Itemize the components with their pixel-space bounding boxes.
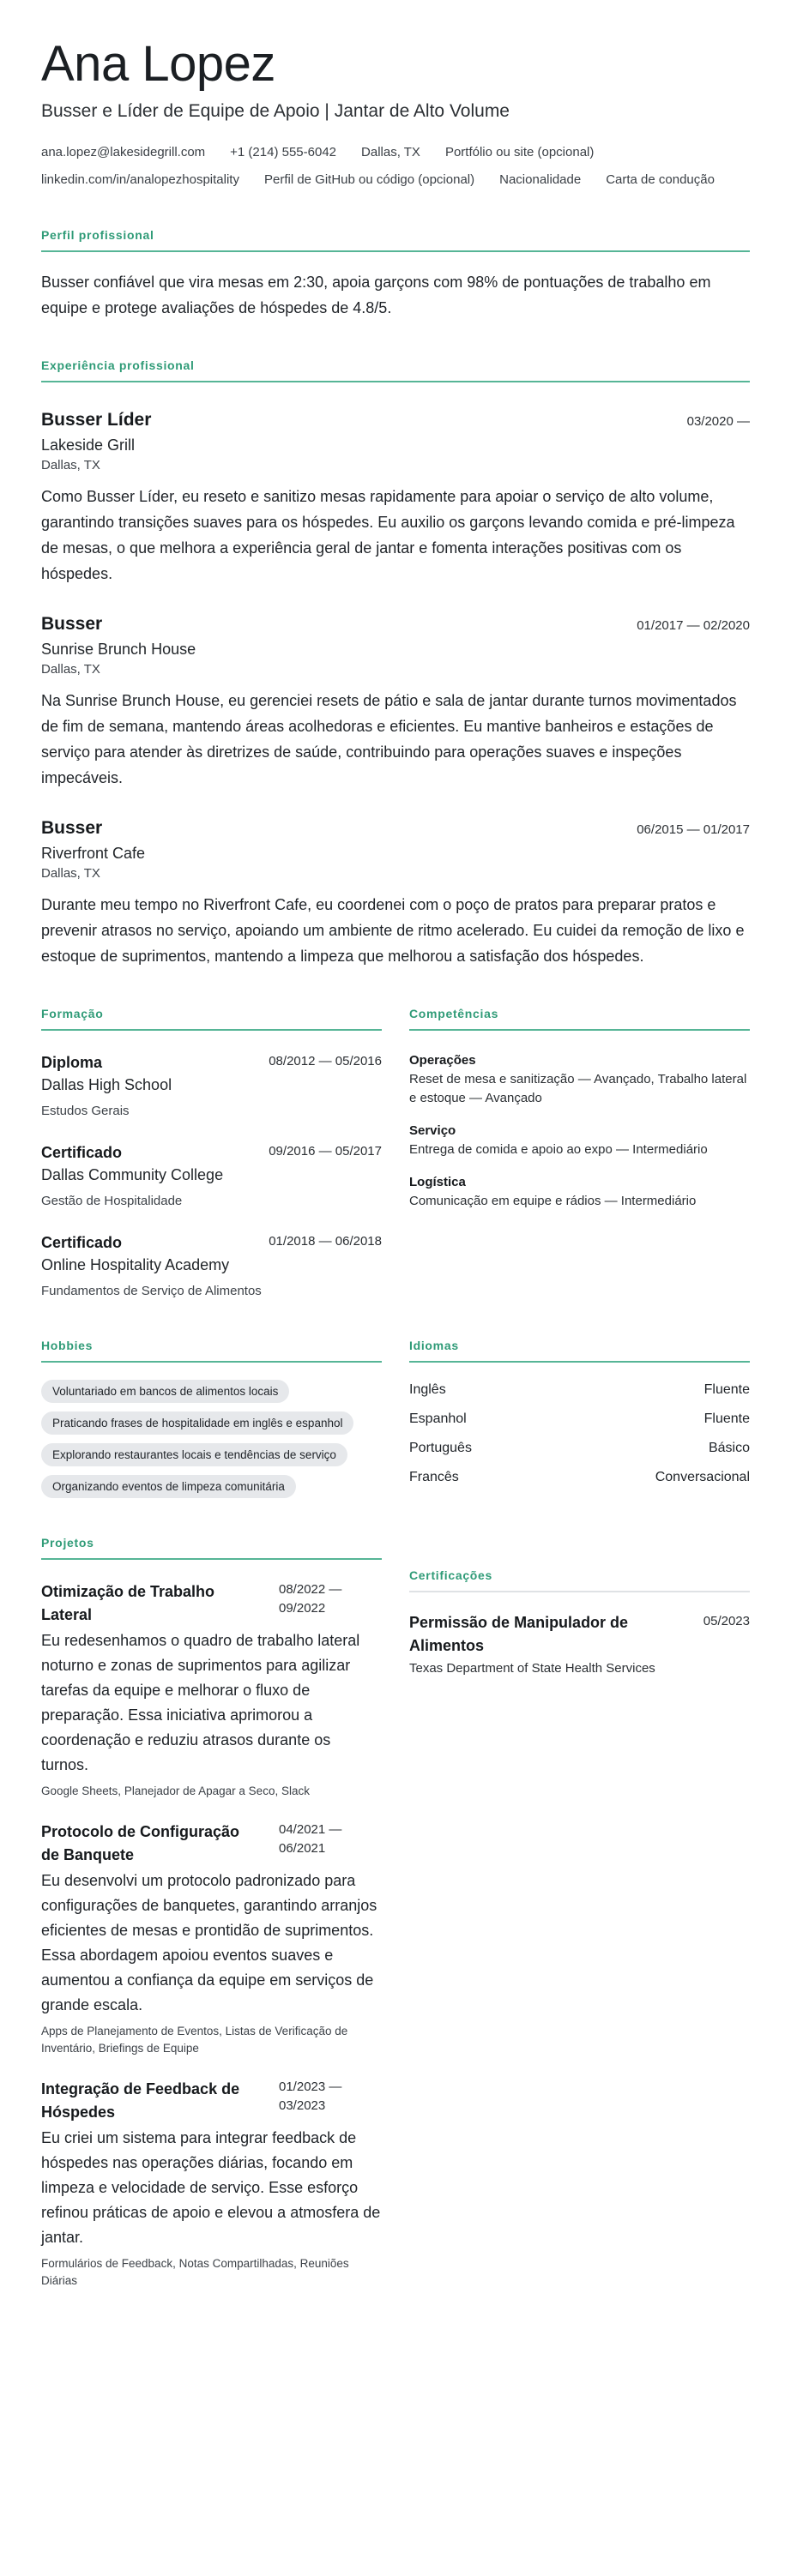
language-name: Inglês: [409, 1382, 446, 1397]
hobby-list: [41, 1380, 382, 1498]
job-dates: 03/2020 —: [686, 414, 750, 429]
hobby-chip: Voluntariado em bancos de alimentos locais: [41, 1380, 289, 1403]
section-title: Competências: [409, 1007, 750, 1031]
language-row: [409, 1409, 750, 1429]
job-title: Busser Líder: [41, 410, 152, 430]
certification-date: 05/2023: [703, 1614, 750, 1628]
education-entry: [41, 1231, 382, 1301]
project-entry: [41, 1580, 382, 1800]
profile-summary: Busser confiável que vira mesas em 2:30, apoia garçons com 98% de pontuações de trabalho em equipe e protege avaliações de hóspedes de 4.8/5.: [41, 274, 711, 316]
experience-section: [41, 358, 750, 969]
certification-issuer: Texas Department of State Health Services: [409, 1661, 655, 1676]
language-level: Fluente: [703, 1382, 750, 1397]
education-school: Dallas High School: [41, 1076, 172, 1093]
contact-email[interactable]: ana.lopez@lakesidegrill.com: [41, 145, 206, 159]
job-description: Durante meu tempo no Riverfront Cafe, eu coordenei com o poço de pratos para preparar pratos e prevenir atrasos no serviço, apoiando um ambiente de ritmo acelerado. Eu cuidei da remoção de lixo e estoque de suprimentos, mantendo a limpeza que melhorou a satisfação dos hóspedes.: [41, 896, 745, 965]
job-description: Como Busser Líder, eu reseto e sanitizo mesas rapidamente para apoiar o serviço de alto volume, garantindo transições suaves para os hóspedes. Eu auxilio os garçons levando comida e pré-limpeza de mesas, o que melhora a experiência geral de jantar e fomenta interações positivas com os hóspedes.: [41, 488, 735, 582]
profile-section: [41, 228, 750, 321]
job-entry: [41, 612, 750, 791]
hobbies-languages-row: [41, 1339, 750, 1498]
language-level: Fluente: [703, 1411, 750, 1426]
section-title: Certificações: [409, 1568, 750, 1592]
job-description: Na Sunrise Brunch House, eu gerenciei resets de pátio e sala de jantar durante turnos movimentados de fim de semana, mantendo áreas acolhedoras e eficientes. Eu mantive banheiros e estações de serviço para atender às diretrizes de saúde, contribuindo para operações suaves e inspeções impecáveis.: [41, 692, 737, 786]
education-dates: 01/2018 — 06/2018: [269, 1234, 382, 1249]
language-level: Básico: [708, 1441, 750, 1455]
resume-header: [41, 38, 750, 190]
project-title: Integração de Feedback de Hóspedes: [41, 2080, 240, 2121]
project-description: Eu redesenhamos o quadro de trabalho lateral noturno e zonas de suprimentos para agilizar tarefas da equipe e melhorar o fluxo de preparação. Essa iniciativa aprimorou a coordenação e reduziu atrasos durante os turnos.: [41, 1632, 360, 1773]
skill-group-detail: Entrega de comida e apoio ao expo — Intermediário: [409, 1142, 708, 1157]
skill-group: [409, 1051, 750, 1108]
contact-linkedin[interactable]: linkedin.com/in/analopezhospitality: [41, 172, 239, 187]
section-title: Perfil profissional: [41, 228, 750, 252]
contact-driving-license: Carta de condução: [606, 172, 715, 187]
section-title: Experiência profissional: [41, 358, 750, 382]
job-dates: 06/2015 — 01/2017: [637, 822, 750, 837]
section-title: Idiomas: [409, 1339, 750, 1363]
project-description: Eu criei um sistema para integrar feedback de hóspedes nas operações diárias, focando em limpeza e velocidade de serviço. Esse esforço refinou práticas de apoio e elevou a atmosfera de jantar.: [41, 2129, 381, 2246]
job-location: Dallas, TX: [41, 662, 100, 677]
education-dates: 08/2012 — 05/2016: [269, 1054, 382, 1068]
project-description: Eu desenvolvi um protocolo padronizado para configurações de banquetes, garantindo arranjos eficientes de mesas e prontidão de suprimentos. Essa abordagem apoiou eventos suaves e aumentou a confiança da equipe em serviços de grande escala.: [41, 1872, 377, 2013]
candidate-name: Ana Lopez: [41, 36, 275, 92]
hobbies-section: [41, 1339, 382, 1498]
project-tools: Google Sheets, Planejador de Apagar a Seco, Slack: [41, 1785, 310, 1797]
certification-name: Permissão de Manipulador de Alimentos: [409, 1614, 629, 1654]
hobby-chip: Organizando eventos de limpeza comunitária: [41, 1475, 296, 1498]
contact-portfolio[interactable]: Portfólio ou site (opcional): [444, 145, 595, 159]
contact-list: [41, 142, 750, 190]
education-degree: Certificado: [41, 1234, 123, 1251]
skill-group: [409, 1122, 750, 1159]
job-dates: 01/2017 — 02/2020: [637, 618, 750, 633]
education-school: Dallas Community College: [41, 1166, 224, 1183]
language-row: [409, 1467, 750, 1488]
skill-group-name: Logística: [409, 1175, 466, 1189]
language-name: Espanhol: [409, 1411, 467, 1426]
education-section: [41, 1007, 382, 1301]
languages-section: [409, 1339, 750, 1498]
education-entry: [41, 1141, 382, 1211]
hobby-chip: Praticando frases de hospitalidade em inglês e espanhol: [41, 1411, 353, 1435]
language-name: Francês: [409, 1470, 459, 1484]
language-list: [409, 1380, 750, 1488]
skills-section: [409, 1007, 750, 1301]
education-field: Gestão de Hospitalidade: [41, 1194, 183, 1208]
section-title: Formação: [41, 1007, 382, 1031]
project-dates: 01/2023 — 03/2023: [279, 2079, 342, 2113]
skill-group: [409, 1173, 750, 1211]
project-title: Otimização de Trabalho Lateral: [41, 1583, 215, 1623]
contact-location: Dallas, TX: [361, 145, 420, 159]
job-location: Dallas, TX: [41, 866, 100, 881]
job-entry: [41, 816, 750, 969]
job-location: Dallas, TX: [41, 458, 100, 472]
skill-group-detail: Comunicação em equipe e rádios — Intermediário: [409, 1194, 697, 1208]
section-title: Projetos: [41, 1536, 382, 1560]
certifications-section: [409, 1568, 750, 2290]
language-row: [409, 1380, 750, 1400]
section-title: Hobbies: [41, 1339, 382, 1363]
project-tools: Formulários de Feedback, Notas Compartilhadas, Reuniões Diárias: [41, 2257, 349, 2287]
projects-section: [41, 1536, 382, 2290]
project-tools: Apps de Planejamento de Eventos, Listas de Verificação de Inventário, Briefings de Equipe: [41, 2025, 348, 2055]
job-entry: [41, 408, 750, 587]
education-field: Fundamentos de Serviço de Alimentos: [41, 1284, 262, 1298]
education-field: Estudos Gerais: [41, 1104, 130, 1118]
candidate-headline: Busser e Líder de Equipe de Apoio | Jantar de Alto Volume: [41, 101, 510, 121]
hobby-chip: Explorando restaurantes locais e tendências de serviço: [41, 1443, 347, 1466]
contact-github[interactable]: Perfil de GitHub ou código (opcional): [263, 172, 475, 187]
education-entry: [41, 1051, 382, 1121]
project-dates: 04/2021 — 06/2021: [279, 1822, 342, 1856]
skill-group-name: Operações: [409, 1053, 476, 1068]
project-entry: [41, 1821, 382, 2057]
language-level: Conversacional: [655, 1470, 750, 1484]
education-degree: Diploma: [41, 1054, 103, 1071]
education-skills-row: [41, 1007, 750, 1301]
language-row: [409, 1438, 750, 1459]
skill-group-detail: Reset de mesa e sanitização — Avançado, Trabalho lateral e estoque — Avançado: [409, 1072, 747, 1105]
job-company: Riverfront Cafe: [41, 845, 146, 862]
contact-nationality: Nacionalidade: [499, 172, 582, 187]
language-name: Português: [409, 1441, 472, 1455]
skill-group-name: Serviço: [409, 1123, 456, 1138]
project-dates: 08/2022 — 09/2022: [279, 1582, 342, 1616]
job-company: Sunrise Brunch House: [41, 641, 196, 658]
education-degree: Certificado: [41, 1144, 123, 1161]
certification-entry: [409, 1611, 750, 1678]
project-title: Protocolo de Configuração de Banquete: [41, 1823, 240, 1863]
job-title: Busser: [41, 614, 103, 634]
education-school: Online Hospitality Academy: [41, 1256, 230, 1273]
job-title: Busser: [41, 818, 103, 838]
project-entry: [41, 2078, 382, 2290]
job-company: Lakeside Grill: [41, 436, 136, 454]
projects-certifications-row: [41, 1536, 750, 2290]
contact-phone[interactable]: +1 (214) 555-6042: [230, 145, 337, 159]
education-dates: 09/2016 — 05/2017: [269, 1144, 382, 1159]
